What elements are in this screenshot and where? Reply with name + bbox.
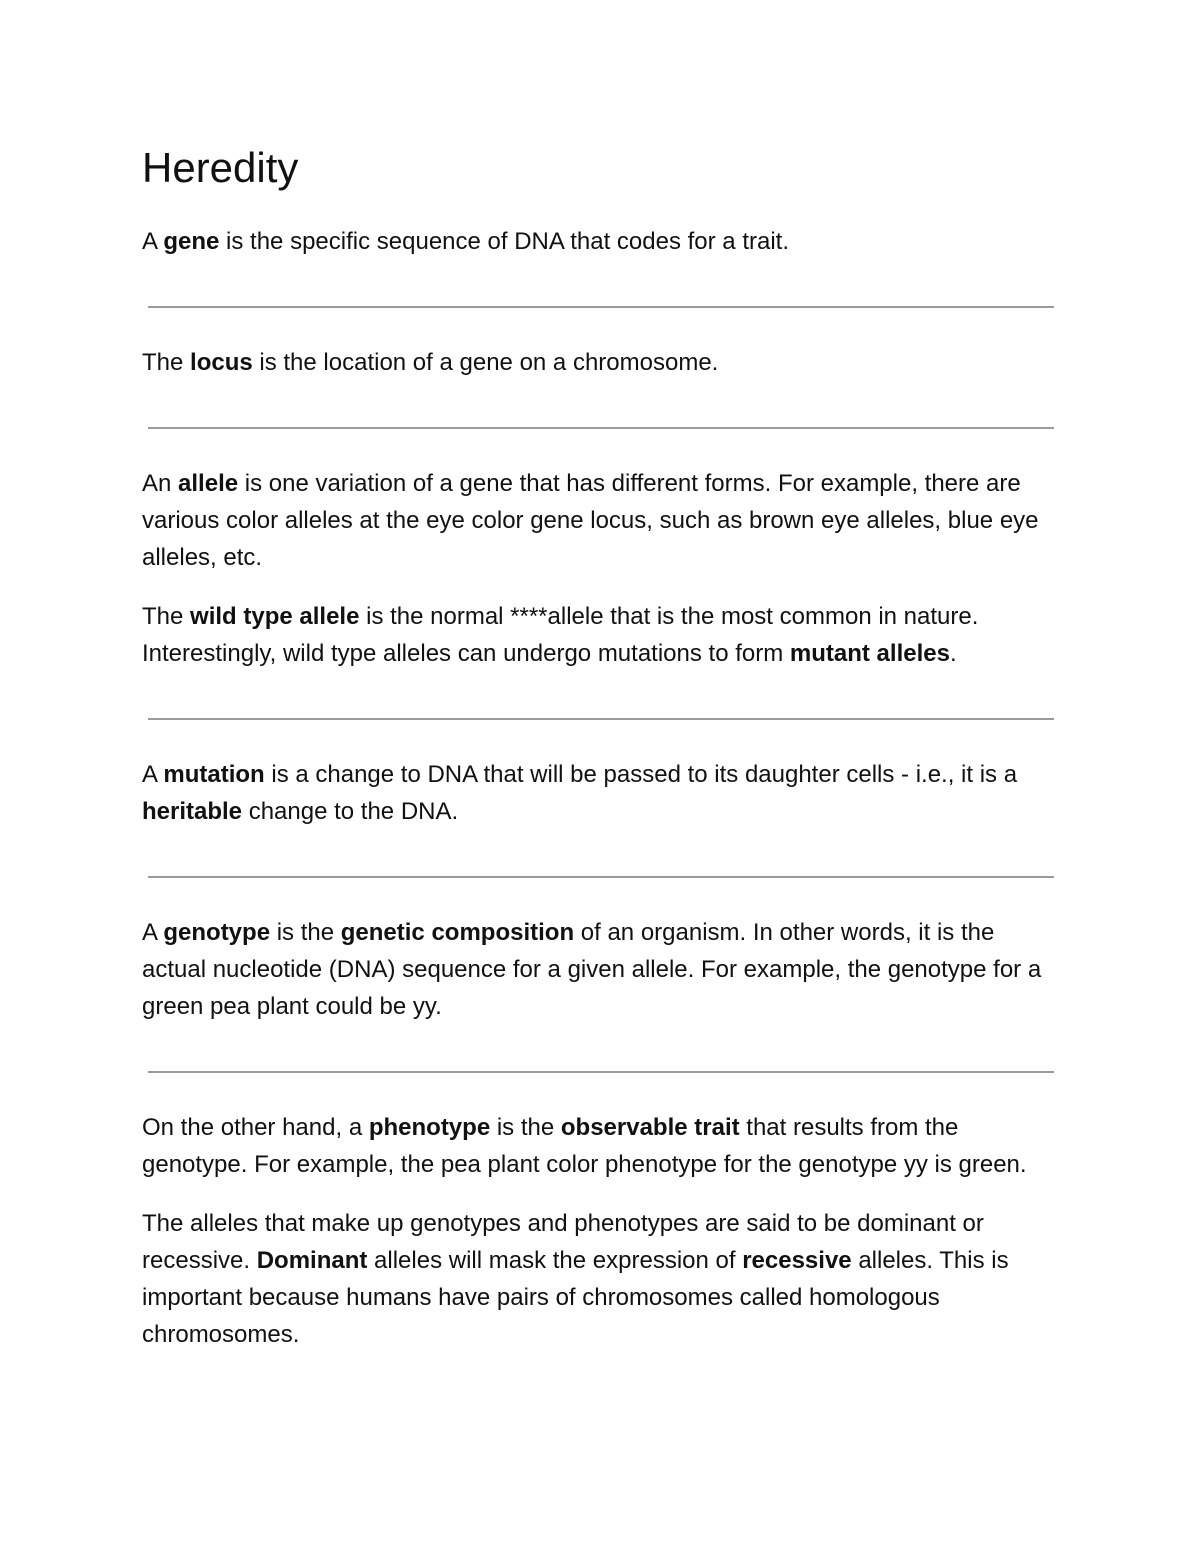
paragraph-wild-type [142, 598, 1057, 672]
term-recessive: recessive [742, 1247, 852, 1274]
divider [148, 306, 1054, 308]
term-allele: allele [178, 470, 239, 497]
text: The [142, 603, 191, 630]
paragraph-dominant [142, 1205, 1057, 1353]
paragraph-gene [142, 223, 1057, 260]
text: is the specific sequence of DNA that codes for a trait. [219, 228, 789, 255]
text: that results from the genotype. For example, the pea plant color phenotype for the genotype yy is green. [142, 1114, 1027, 1178]
text: is the location of a gene on a chromosome. [252, 349, 719, 376]
divider [148, 427, 1054, 429]
text: alleles. This is important because humans have pairs of chromosomes called homologous chromosomes. [142, 1247, 1009, 1348]
paragraph-locus [142, 344, 1057, 381]
text: An [142, 470, 179, 497]
term-genotype: genotype [163, 919, 271, 946]
divider [148, 876, 1054, 878]
text: A [142, 919, 164, 946]
text: is the normal ****allele that is the most common in nature. Interestingly, wild type alleles can undergo mutations to form [142, 603, 979, 667]
text: of an organism. In other words, it is the actual nucleotide (DNA) sequence for a given allele. For example, the genotype for a green pea plant could be yy. [142, 919, 1042, 1020]
divider [148, 1071, 1054, 1073]
text: change to the DNA. [242, 798, 459, 825]
term-wild-type-allele: wild type allele [190, 603, 360, 630]
text: . [949, 640, 957, 667]
term-genetic-composition: genetic composition [340, 919, 575, 946]
text: is the [490, 1114, 561, 1141]
text: is one variation of a gene that has different forms. For example, there are various color alleles at the eye color gene locus, such as brown eye alleles, blue eye alleles, etc. [142, 470, 1039, 571]
term-dominant: Dominant [256, 1247, 368, 1274]
text: On the other hand, a [142, 1114, 369, 1141]
text: The alleles that make up genotypes and phenotypes are said to be dominant or recessive. [142, 1210, 984, 1274]
divider [148, 718, 1054, 720]
paragraph-mutation [142, 756, 1057, 830]
paragraph-phenotype [142, 1109, 1057, 1183]
term-locus: locus [190, 349, 253, 376]
paragraph-genotype [142, 914, 1057, 1025]
term-observable-trait: observable trait [560, 1114, 740, 1141]
term-gene: gene [163, 228, 220, 255]
text: alleles will mask the expression of [367, 1247, 743, 1274]
paragraph-allele [142, 465, 1057, 576]
term-heritable: heritable [142, 798, 243, 825]
term-phenotype: phenotype [368, 1114, 491, 1141]
page-title: Heredity [142, 144, 299, 191]
term-mutant-alleles: mutant alleles [789, 640, 950, 667]
text: A [142, 228, 164, 255]
text: is a change to DNA that will be passed to its daughter cells - i.e., it is a [264, 761, 1018, 788]
text: A [142, 761, 164, 788]
text: The [142, 349, 191, 376]
text: is the [270, 919, 341, 946]
document-page [142, 140, 1057, 1353]
term-mutation: mutation [163, 761, 265, 788]
